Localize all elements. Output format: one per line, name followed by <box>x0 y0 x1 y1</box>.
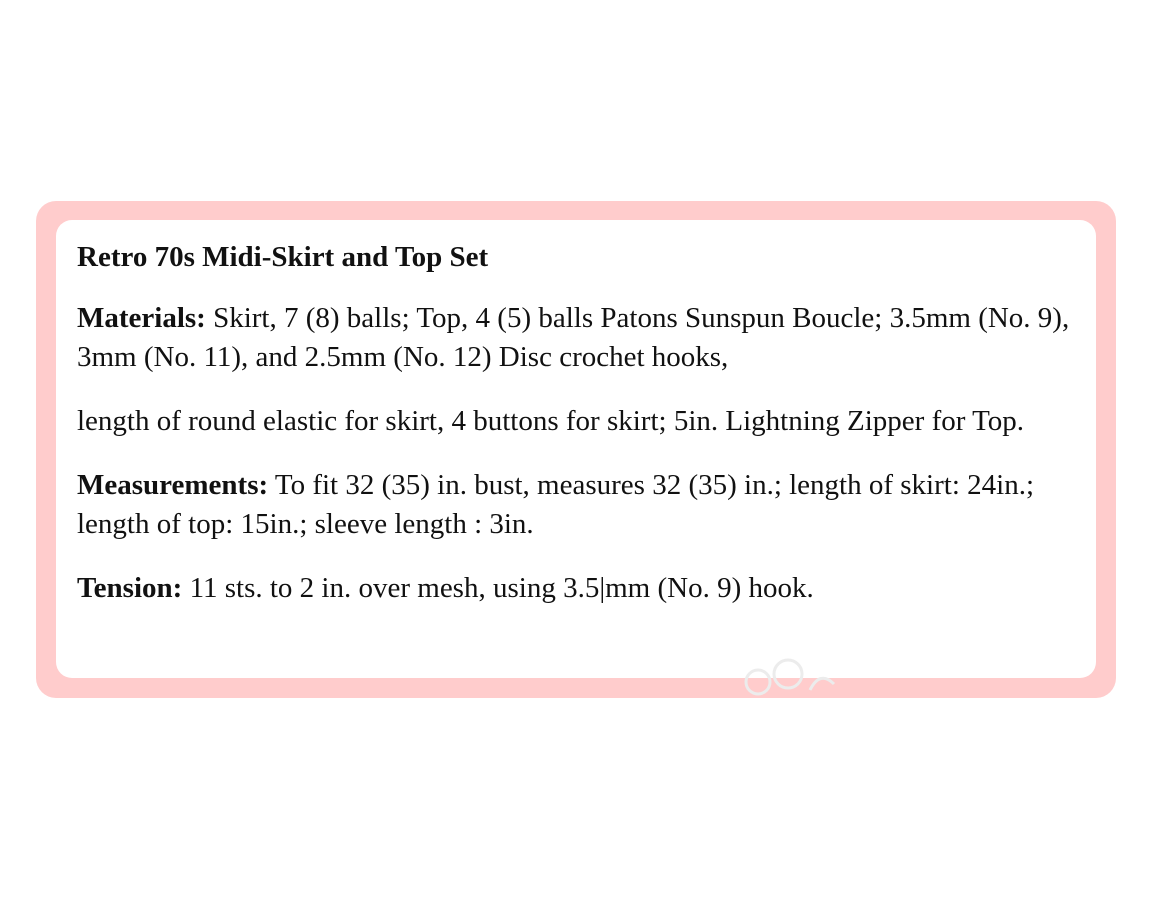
tension-paragraph <box>77 569 1087 608</box>
materials-continued-text: length of round elastic for skirt, 4 buttons for skirt; 5in. Lightning Zipper for Top. <box>77 405 1025 437</box>
pattern-title: Retro 70s Midi-Skirt and Top Set <box>77 241 489 273</box>
materials-continued-paragraph <box>77 402 1087 441</box>
tension-label: Tension: <box>77 572 183 604</box>
materials-text: Skirt, 7 (8) balls; Top, 4 (5) balls Patons Sunspun Boucle; 3.5mm (No. 9), 3mm (No. 11), and 2.5mm (No. 12) Disc crochet hooks, <box>77 302 1070 373</box>
materials-label: Materials: <box>77 302 206 334</box>
measurements-label: Measurements: <box>77 469 269 501</box>
tension-text: 11 sts. to 2 in. over mesh, using 3.5|mm (No. 9) hook. <box>189 572 814 604</box>
watermark-logo <box>730 650 840 700</box>
pattern-details <box>77 238 1087 633</box>
measurements-paragraph <box>77 466 1087 544</box>
measurements-text: To fit 32 (35) in. bust, measures 32 (35) in.; length of skirt: 24in.; length of top: 15in.; sleeve length : 3in. <box>77 469 1035 540</box>
materials-paragraph <box>77 299 1087 377</box>
